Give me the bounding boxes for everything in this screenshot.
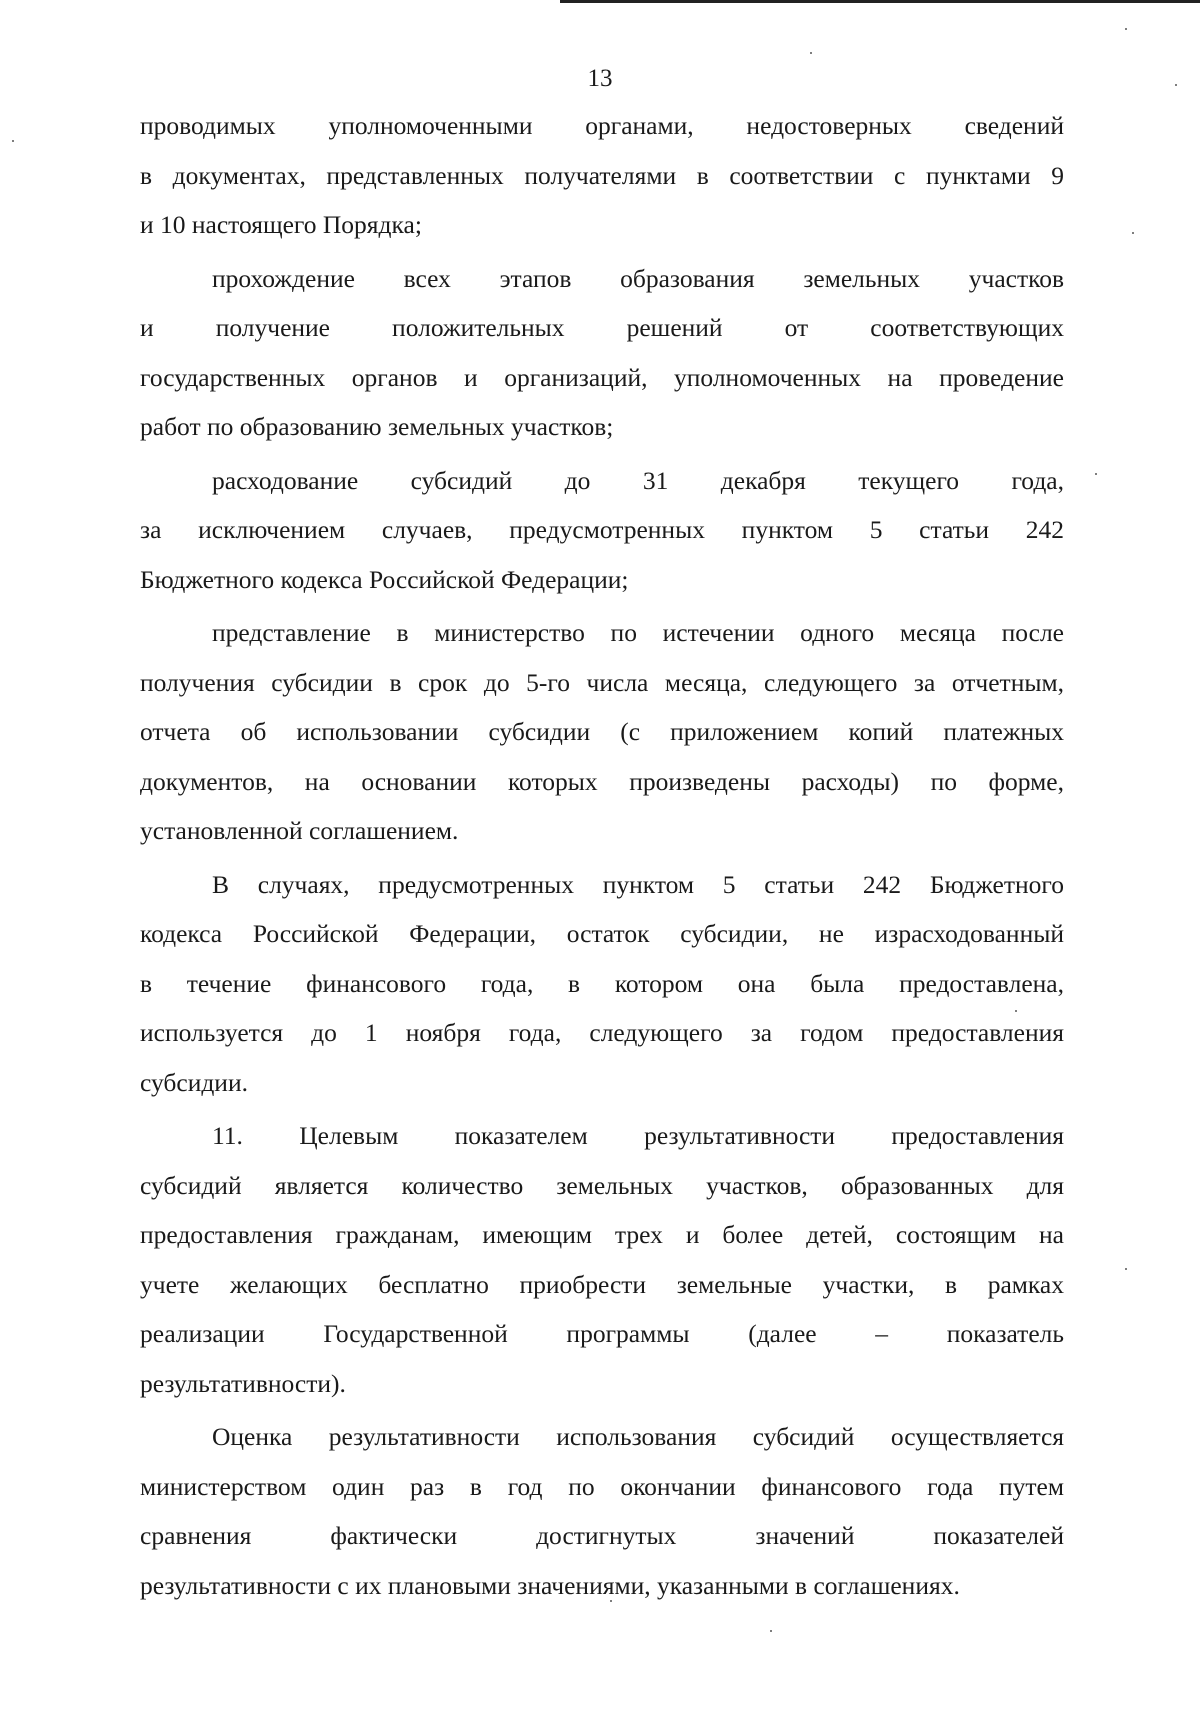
scan-speck — [610, 1600, 612, 1602]
text-line: учете желающих бесплатно приобрести земельные участки, в рамках — [140, 1269, 1064, 1299]
text-line: субсидии. — [140, 1067, 248, 1097]
text-line: расходование субсидий до 31 декабря текущего года, — [212, 465, 1064, 495]
text-line: представление в министерство по истечении одного месяца после — [212, 618, 1064, 647]
scan-speck — [810, 52, 812, 54]
paragraph — [140, 860, 1064, 1108]
text-line: за исключением случаев, предусмотренных пунктом 5 статьи 242 — [140, 515, 1064, 544]
text-line: реализации Государственной программы (далее – показатель — [140, 1319, 1064, 1348]
scan-speck — [1132, 232, 1134, 234]
scan-speck — [770, 1630, 772, 1632]
scan-speck — [1125, 1268, 1127, 1270]
text-line: прохождение всех этапов образования земельных участков — [212, 263, 1064, 293]
paragraph — [140, 1412, 1064, 1610]
text-line: Оценка результативности использования субсидий осуществляется — [212, 1422, 1064, 1451]
text-line: проводимых уполномоченными органами, недостоверных сведений — [140, 111, 1064, 140]
text-line: получения субсидии в срок до 5-го числа месяца, следующего за отчетным, — [140, 667, 1064, 697]
text-line: в документах, представленных получателями в соответствии с пунктами 9 — [140, 160, 1064, 190]
text-line: субсидий является количество земельных участков, образованных для — [140, 1170, 1064, 1200]
text-line: 11. Целевым показателем результативности предоставления — [212, 1121, 1064, 1150]
paragraph — [140, 1111, 1064, 1408]
text-line: министерством один раз в год по окончании финансового года путем — [140, 1471, 1064, 1501]
text-line: результативности). — [140, 1368, 346, 1398]
scan-top-edge — [560, 0, 1200, 3]
scan-speck — [1175, 84, 1177, 86]
text-line: отчета об использовании субсидии (с приложением копий платежных — [140, 717, 1064, 746]
text-line: используется до 1 ноября года, следующего за годом предоставления — [140, 1018, 1064, 1047]
text-line: документов, на основании которых произведены расходы) по форме, — [140, 766, 1064, 796]
scan-speck — [12, 140, 14, 142]
text-line: в течение финансового года, в котором она была предоставлена, — [140, 968, 1064, 998]
text-line: государственных органов и организаций, уполномоченных на проведение — [140, 362, 1064, 392]
paragraph — [140, 254, 1064, 452]
paragraph — [140, 101, 1064, 250]
text-line: установленной соглашением. — [140, 816, 459, 845]
scan-speck — [1095, 473, 1097, 475]
document-body — [140, 101, 1064, 1610]
text-line: сравнения фактически достигнутых значений показателей — [140, 1521, 1064, 1550]
text-line: работ по образованию земельных участков; — [140, 412, 614, 441]
text-line: результативности с их плановыми значениями, указанными в соглашениях. — [140, 1570, 960, 1600]
paragraph — [140, 456, 1064, 605]
text-line: кодекса Российской Федерации, остаток субсидии, не израсходованный — [140, 919, 1064, 948]
text-line: В случаях, предусмотренных пунктом 5 статьи 242 Бюджетного — [212, 869, 1064, 899]
text-line: предоставления гражданам, имеющим трех и более детей, состоящим на — [140, 1220, 1064, 1249]
page-number: 13 — [587, 65, 613, 92]
paragraph — [140, 608, 1064, 856]
scan-speck — [1125, 28, 1127, 30]
text-line: и получение положительных решений от соответствующих — [140, 313, 1064, 342]
scan-speck — [1015, 1010, 1017, 1012]
text-line: и 10 настоящего Порядка; — [140, 210, 422, 239]
text-line: Бюджетного кодекса Российской Федерации; — [140, 564, 629, 594]
